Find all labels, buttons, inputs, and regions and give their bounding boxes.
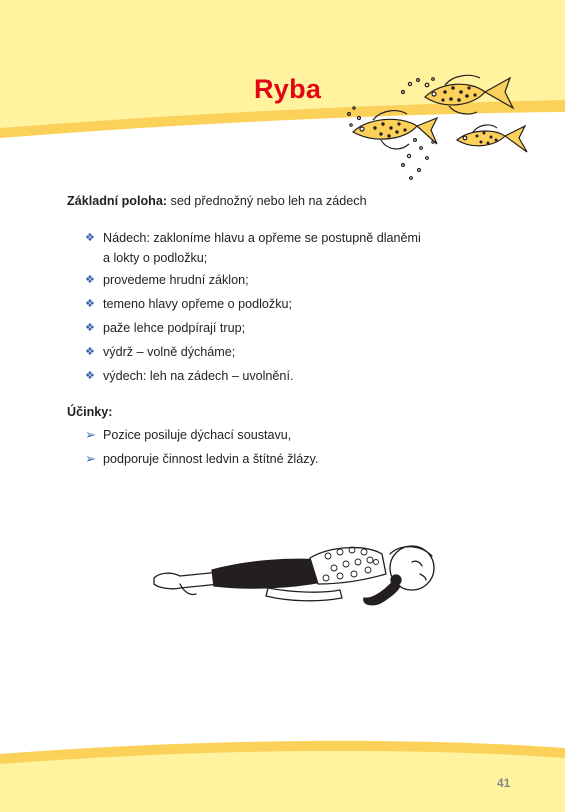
effects-label: Účinky:: [67, 405, 113, 419]
step-text: temeno hlavy opřeme o podložku;: [103, 297, 293, 311]
list-item: [85, 226, 421, 268]
basic-position-label: Základní poloha:: [67, 194, 168, 208]
list-item: [85, 423, 318, 447]
chevron-right-icon: ➢: [85, 451, 96, 466]
basic-position: [67, 193, 367, 209]
fish-pose-illustration: [150, 540, 445, 620]
page-number: 41: [497, 776, 511, 790]
diamond-dots-icon: ❖: [85, 346, 95, 358]
diamond-dots-icon: ❖: [85, 274, 95, 286]
chevron-right-icon: ➢: [85, 427, 96, 442]
basic-position-text: sed přednožný nebo leh na zádech: [167, 194, 367, 208]
list-item: [85, 447, 318, 471]
diamond-dots-icon: ❖: [85, 232, 95, 244]
effects-list: [85, 423, 318, 471]
list-item: [85, 292, 421, 316]
effect-text: podporuje činnost ledvin a štítné žlázy.: [103, 452, 319, 466]
fish-illustration: [345, 70, 535, 185]
list-item: [85, 316, 421, 340]
footer-band: [0, 732, 565, 812]
diamond-dots-icon: ❖: [85, 322, 95, 334]
effects-heading: [67, 404, 113, 420]
effect-text: Pozice posiluje dýchací soustavu,: [103, 428, 292, 442]
page-title: Ryba: [254, 74, 322, 104]
step-text: výdrž – volně dýcháme;: [103, 345, 236, 359]
step-text: Nádech: zakloníme hlavu a opřeme se postupně dlaněmi: [103, 231, 421, 245]
diamond-dots-icon: ❖: [85, 298, 95, 310]
diamond-dots-icon: ❖: [85, 370, 95, 382]
step-text: výdech: leh na zádech – uvolnění.: [103, 369, 294, 383]
list-item: [85, 268, 421, 292]
step-text-continuation: a lokty o podložku;: [103, 251, 208, 265]
step-text: provedeme hrudní záklon;: [103, 273, 249, 287]
steps-list: [85, 226, 421, 388]
list-item: [85, 364, 421, 388]
list-item: [85, 340, 421, 364]
step-text: paže lehce podpírají trup;: [103, 321, 246, 335]
